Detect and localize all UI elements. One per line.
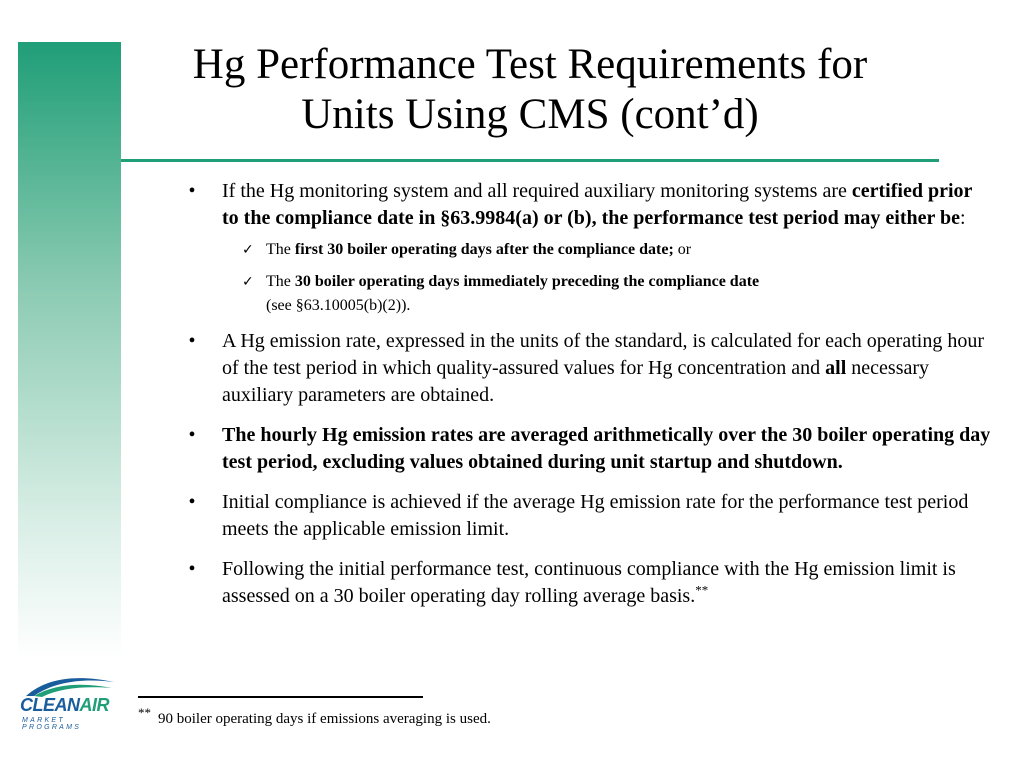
checkmark-icon: ✓ [242,274,254,290]
logo-subtitle: MARKET PROGRAMS [22,717,82,731]
sub-bullet-text: The [266,241,295,258]
clean-air-markets-logo [20,672,120,732]
sub-bullet-first-30-days [182,238,992,262]
bullet-bold-text: The hourly Hg emission rates are averaged arithmetically over the 30 boiler operating day test period, excluding values obtained during unit startup and shutdown. [222,424,991,473]
bullet-text: If the Hg monitoring system and all required auxiliary monitoring systems are [222,180,852,202]
sidebar-gradient [18,42,121,660]
sub-bullet-bold-text: first 30 boiler operating days after the compliance date; [294,241,674,258]
logo-text-clean: CLEAN [20,695,80,715]
sub-bullet-preceding-30-days [182,270,992,318]
bullet-marker: • [188,491,196,513]
bullet-marker: • [188,558,196,580]
bullet-text: A Hg emission rate, expressed in the units of the standard, is calculated for each operating hour of the test period in which quality-assured values for Hg concentration and [222,330,984,379]
bullet-text: Following the initial performance test, continuous compliance with the Hg emission limit is assessed on a 30 boiler operating day rolling average basis. [222,558,956,607]
logo-wordmark [20,695,120,716]
bullet-bold-text: all [825,357,847,379]
sub-bullet-text: or [673,241,692,258]
bullet-bold-text: certified prior to the compliance date in §63.9984(a) or (b), the performance test period may either be [222,180,973,229]
bullet-emission-rate [182,328,992,409]
footnote-divider [138,696,423,698]
bullet-text: necessary auxiliary parameters are obtained. [222,357,930,406]
sub-bullet-text: (see §63.10005(b)(2)). [266,297,411,314]
footnote-text: 90 boiler operating days if emissions averaging is used. [158,711,491,727]
slide-body [182,178,992,610]
bullet-hourly-averaging [182,422,992,476]
bullet-marker: • [188,180,196,202]
bullet-text: : [960,207,966,229]
bullet-certified [182,178,992,232]
footnote [138,705,491,728]
bullet-continuous-compliance [182,556,992,610]
slide-title [150,40,910,140]
bullet-marker: • [188,424,196,446]
sub-bullet-bold-text: 30 boiler operating days immediately preceding the compliance date [294,273,760,290]
logo-text-air: AIR [79,695,109,715]
sub-bullet-text: The [266,273,295,290]
checkmark-icon: ✓ [242,242,254,258]
footnote-marker: ** [138,705,151,720]
title-line-2: Units Using CMS (cont’d) [301,91,759,138]
bullet-initial-compliance [182,489,992,543]
footnote-reference: ** [695,582,709,598]
title-underline [121,159,939,162]
bullet-text: Initial compliance is achieved if the average Hg emission rate for the performance test period meets the applicable emission limit. [222,491,969,540]
title-line-1: Hg Performance Test Requirements for [192,41,868,88]
bullet-marker: • [188,330,196,352]
